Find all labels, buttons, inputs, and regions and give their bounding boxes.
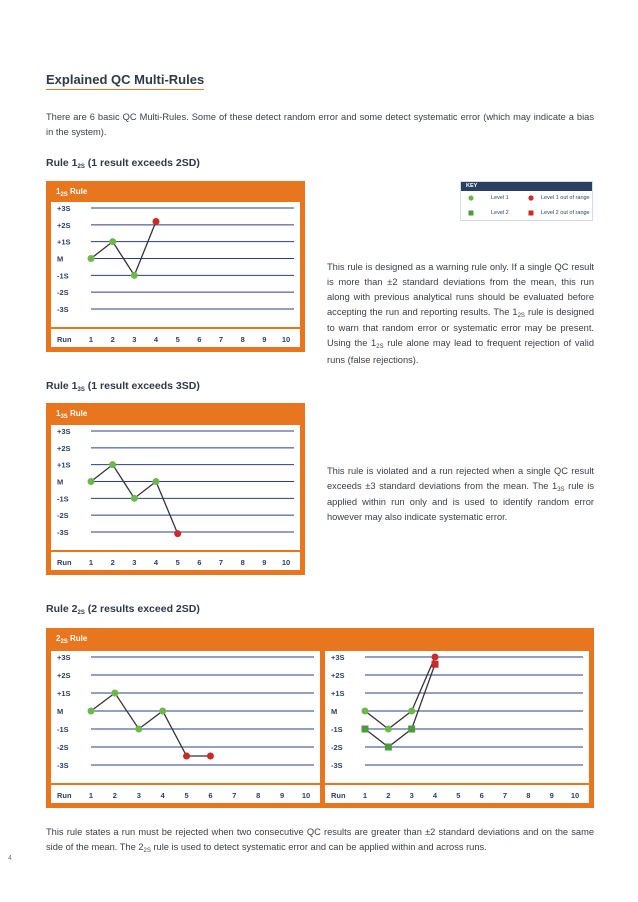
y-tick-label: -1S xyxy=(57,725,69,734)
y-tick-label: -3S xyxy=(57,528,69,537)
x-tick-label: 5 xyxy=(456,791,461,800)
qc-chart-1-2s xyxy=(51,202,300,347)
qc-chart-2-2s-across xyxy=(325,651,589,803)
y-tick-label: +2S xyxy=(57,220,71,230)
x-tick-label: 5 xyxy=(175,335,180,344)
y-tick-label: +2S xyxy=(57,443,71,453)
data-point xyxy=(385,726,392,733)
x-tick-label: 5 xyxy=(184,791,189,800)
x-tick-label: 1 xyxy=(362,791,368,800)
x-tick-label: 1 xyxy=(88,335,94,344)
data-point xyxy=(88,478,95,485)
y-tick-label: +1S xyxy=(57,460,71,470)
data-point xyxy=(109,461,116,468)
key-level1-out: Level 1 out of range xyxy=(541,195,590,201)
data-point xyxy=(408,708,415,715)
y-tick-label: M xyxy=(57,707,64,716)
x-tick-label: 9 xyxy=(262,558,267,567)
x-tick-label: 6 xyxy=(197,558,202,567)
legend-key xyxy=(460,181,593,221)
y-tick-label: -1S xyxy=(331,725,343,734)
data-point xyxy=(174,530,181,537)
x-axis-label: Run xyxy=(331,791,346,800)
y-tick-label: -3S xyxy=(57,305,69,314)
x-tick-label: 5 xyxy=(175,558,180,567)
x-tick-label: 2 xyxy=(110,335,115,344)
y-tick-label: +3S xyxy=(57,653,71,662)
y-tick-label: M xyxy=(331,707,338,716)
y-tick-label: M xyxy=(57,477,64,487)
key-title: KEY xyxy=(461,182,592,191)
x-tick-label: 10 xyxy=(281,558,291,567)
key-level2: Level 2 xyxy=(491,210,509,216)
y-tick-label: -3S xyxy=(331,761,343,770)
x-tick-label: 4 xyxy=(160,791,165,800)
x-tick-label: 1 xyxy=(88,791,94,800)
y-tick-label: -1S xyxy=(57,494,69,504)
data-point xyxy=(131,272,138,279)
data-point xyxy=(88,708,95,715)
x-tick-label: 3 xyxy=(136,791,141,800)
x-tick-label: 4 xyxy=(432,791,438,800)
x-tick-label: 7 xyxy=(218,558,224,567)
x-axis-label: Run xyxy=(57,558,72,567)
y-tick-label: -2S xyxy=(57,743,69,752)
y-tick-label: -3S xyxy=(57,761,69,770)
rule-description-2-2s: This rule states a run must be rejected when two consecutive QC results are greater than ±2 standard deviations and on the same side of the mean. The $2_{2S}$ rule is used to detect systematic error and can be applied within and across runs. xyxy=(46,827,594,854)
page-heading: Explained QC Multi-Rules xyxy=(46,72,204,90)
x-tick-label: 8 xyxy=(240,335,245,344)
y-tick-label: +3S xyxy=(331,653,345,662)
x-tick-label: 9 xyxy=(549,791,554,800)
level2-marker-icon xyxy=(469,211,474,216)
y-tick-label: M xyxy=(57,254,64,264)
data-point xyxy=(109,238,116,245)
x-axis-label: Run xyxy=(57,335,72,344)
plot-area xyxy=(51,202,300,327)
data-point xyxy=(135,726,142,733)
chart-panel-2-2s xyxy=(46,628,594,808)
rule-title-2-2s: Rule $2_{2S}$ (2 results exceed 2SD) xyxy=(46,603,200,616)
qc-chart-1-3s xyxy=(51,425,300,570)
y-tick-label: +1S xyxy=(57,689,71,698)
rule-title-1-3s: Rule $1_{3S}$ (1 result exceeds 3SD) xyxy=(46,380,200,393)
x-tick-label: 7 xyxy=(218,335,224,344)
data-point xyxy=(153,218,160,225)
data-point xyxy=(183,753,190,760)
data-point xyxy=(207,753,214,760)
y-tick-label: -2S xyxy=(57,511,69,521)
y-tick-label: +3S xyxy=(57,427,71,436)
x-tick-label: 6 xyxy=(197,335,202,344)
y-tick-label: -1S xyxy=(57,271,69,281)
data-point xyxy=(131,495,138,502)
x-tick-label: 8 xyxy=(526,791,531,800)
data-point xyxy=(362,726,369,733)
x-tick-label: 6 xyxy=(208,791,213,800)
page-number: 4 xyxy=(8,855,12,862)
data-point xyxy=(432,661,439,668)
x-tick-label: 2 xyxy=(110,558,115,567)
y-tick-label: +2S xyxy=(57,671,71,680)
x-tick-label: 4 xyxy=(153,558,159,567)
plot-area xyxy=(51,651,320,783)
data-point xyxy=(432,654,439,661)
y-tick-label: +1S xyxy=(57,237,71,247)
qc-chart-2-2s-within xyxy=(51,651,320,803)
x-axis-label: Run xyxy=(57,791,72,800)
data-point xyxy=(385,744,392,751)
x-tick-label: 6 xyxy=(479,791,484,800)
x-tick-label: 9 xyxy=(280,791,285,800)
x-tick-label: 10 xyxy=(301,791,311,800)
data-point xyxy=(111,690,118,697)
data-point xyxy=(362,708,369,715)
level2-out-marker-icon xyxy=(529,211,534,216)
x-tick-label: 7 xyxy=(502,791,508,800)
plot-area xyxy=(325,651,589,783)
x-tick-label: 3 xyxy=(132,558,137,567)
y-tick-label: +2S xyxy=(331,671,345,680)
y-tick-label: -2S xyxy=(57,288,69,298)
chart-panel-1-2s xyxy=(46,181,305,352)
key-level2-out: Level 2 out of range xyxy=(541,210,590,216)
y-tick-label: +1S xyxy=(331,689,345,698)
x-tick-label: 3 xyxy=(409,791,414,800)
y-tick-label: +3S xyxy=(57,204,71,213)
x-tick-label: 4 xyxy=(153,335,159,344)
panel-title: $1_{2S}$ Rule xyxy=(56,187,88,198)
x-tick-label: 10 xyxy=(281,335,291,344)
intro-paragraph: There are 6 basic QC Multi-Rules. Some of these detect random error and some detect systematic error (which may indicate a bias in the system). xyxy=(46,112,594,137)
x-tick-label: 3 xyxy=(132,335,137,344)
x-tick-label: 2 xyxy=(386,791,391,800)
rule-title-1-2s: Rule $1_{2S}$ (1 result exceeds 2SD) xyxy=(46,157,200,170)
data-point xyxy=(159,708,166,715)
x-tick-label: 7 xyxy=(232,791,237,800)
data-point xyxy=(88,255,95,262)
panel-title: $2_{2S}$ Rule xyxy=(56,634,88,645)
rule-description-1-3s: This rule is violated and a run rejected when a single QC result exceeds ±3 standard deviations from the mean. The $1_{3S}$ rule is applied within run only and is used to identify random error however may also indicate systematic error. xyxy=(327,466,594,523)
level1-marker-icon xyxy=(468,195,473,200)
y-tick-label: -2S xyxy=(331,743,343,752)
panel-title: $1_{3S}$ Rule xyxy=(56,409,88,420)
data-point xyxy=(408,726,415,733)
level1-out-marker-icon xyxy=(528,195,533,200)
rule-description-1-2s: This rule is designed as a warning rule only. If a single QC result is more than ±2 standard deviations from the mean, this run along with previous analytical runs should be evaluated before accepting the run and reporting results. The $1_{2S}$ rule is designed to warn that random error or systematic error may be present. Using the $1_{2S}$ rule alone may lead to frequent rejection of valid runs (false rejections). xyxy=(327,262,594,365)
x-tick-label: 1 xyxy=(88,558,94,567)
x-tick-label: 8 xyxy=(240,558,245,567)
x-tick-label: 8 xyxy=(256,791,261,800)
x-tick-label: 9 xyxy=(262,335,267,344)
x-tick-label: 2 xyxy=(112,791,117,800)
key-level1: Level 1 xyxy=(491,195,509,201)
chart-panel-1-3s xyxy=(46,403,305,575)
x-tick-label: 10 xyxy=(570,791,580,800)
data-point xyxy=(153,478,160,485)
